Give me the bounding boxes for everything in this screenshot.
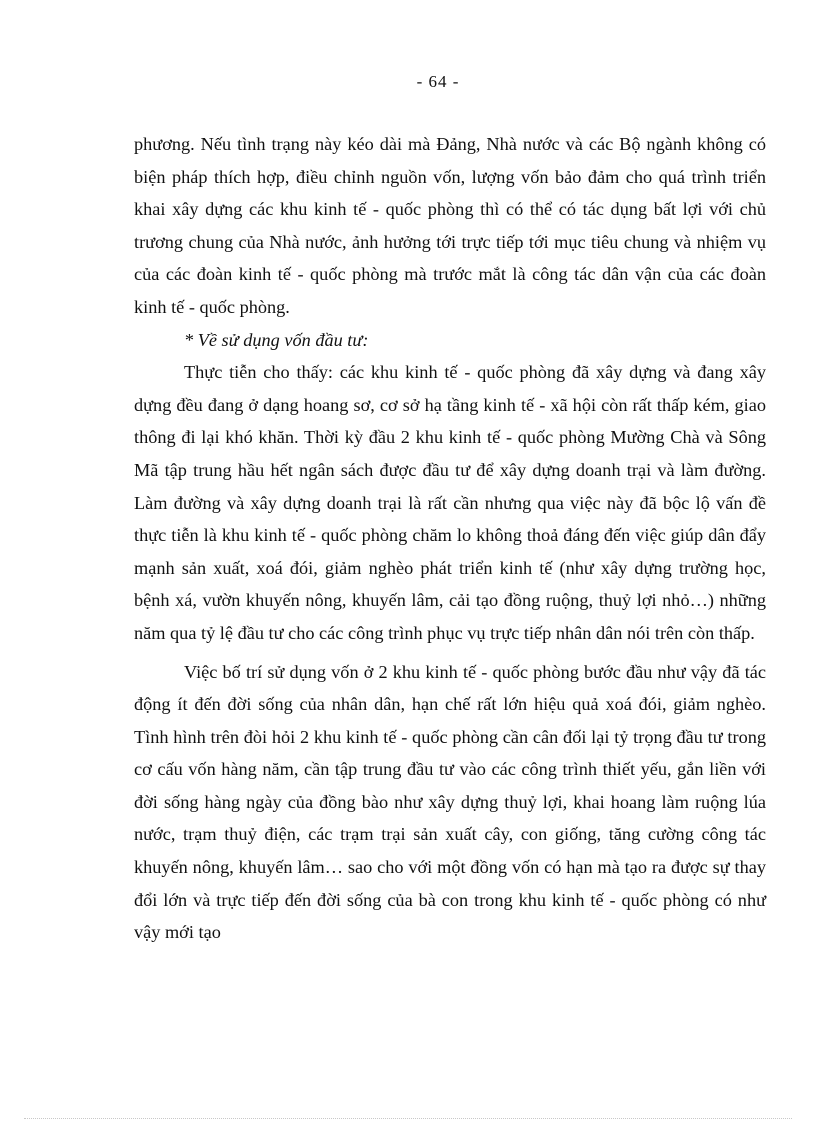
- section-subheading: * Về sử dụng vốn đầu tư:: [184, 329, 369, 350]
- paragraph-capital-allocation: Việc bố trí sử dụng vốn ở 2 khu kinh tế - quốc phòng bước đầu như vậy đã tác động ít đến đời sống của nhân dân, hạn chế rất lớn hiệu quả xoá đói, giảm nghèo. Tình hình trên đòi hỏi 2 khu kinh tế - quốc phòng cần cân đối lại tỷ trọng đầu tư trong cơ cấu vốn hàng năm, cần tập trung đầu tư vào các công trình thiết yếu, gắn liền với đời sống hàng ngày của đồng bào như xây dựng thuỷ lợi, khai hoang làm ruộng lúa nước, trạm thuỷ điện, các trạm trại sản xuất cây, con giống, tăng cường công tác khuyến nông, khuyến lâm… sao cho với một đồng vốn có hạn mà tạo ra được sự thay đổi lớn và trực tiếp đến đời sống của bà con trong khu kinh tế - quốc phòng có như vậy mới tạo: [134, 661, 766, 943]
- paragraph-continuation: phương. Nếu tình trạng này kéo dài mà Đảng, Nhà nước và các Bộ ngành không có biện pháp thích hợp, điều chỉnh nguồn vốn, lượng vốn bảo đảm cho quá trình triển khai xây dựng các khu kinh tế - quốc phòng thì có thể có tác dụng bất lợi với chủ trương chung của Nhà nước, ảnh hưởng tới trực tiếp tới mục tiêu chung và nhiệm vụ của các đoàn kinh tế - quốc phòng mà trước mắt là công tác dân vận của các đoàn kinh tế - quốc phòng.: [134, 134, 766, 317]
- page-bottom-divider: [24, 1118, 792, 1119]
- document-body: [134, 128, 766, 949]
- paragraph-investment-practice: Thực tiễn cho thấy: các khu kinh tế - quốc phòng đã xây dựng và đang xây dựng đều đang ở dạng hoang sơ, cơ sở hạ tầng kinh tế - xã hội còn rất thấp kém, giao thông đi lại khó khăn. Thời kỳ đầu 2 khu kinh tế - quốc phòng Mường Chà và Sông Mã tập trung hầu hết ngân sách được đầu tư để xây dựng doanh trại và làm đường. Làm đường và xây dựng doanh trại là rất cần nhưng qua việc này đã bộc lộ vấn đề thực tiễn là khu kinh tế - quốc phòng chăm lo không thoả đáng đến việc giúp dân đẩy mạnh sản xuất, xoá đói, giảm nghèo phát triển kinh tế (như xây dựng trường học, bệnh xá, vườn khuyến nông, khuyến lâm, cải tạo đồng ruộng, thuỷ lợi nhỏ…) những năm qua tỷ lệ đầu tư cho các công trình phục vụ trực tiếp nhân dân nói trên còn thấp.: [134, 362, 766, 643]
- page-number: - 64 -: [416, 72, 460, 91]
